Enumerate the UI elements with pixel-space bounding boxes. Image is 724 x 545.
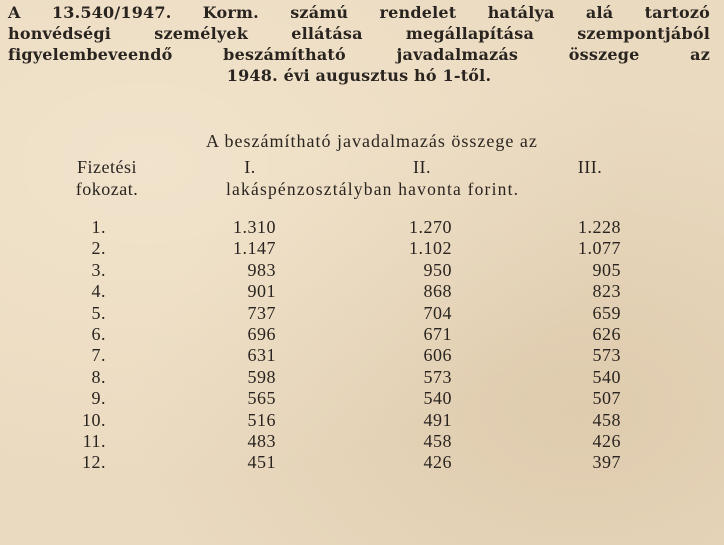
amount-cell-class-1: 483 bbox=[247, 431, 276, 451]
rank-cell: 5. bbox=[91, 302, 106, 323]
amount-cell-class-1: 516 bbox=[247, 409, 276, 430]
amount-cell-class-1: 696 bbox=[247, 324, 276, 344]
rank-cell: 4. bbox=[91, 281, 106, 302]
rank-cell: 6. bbox=[91, 324, 106, 344]
amount-cell-class-3: 1.228 bbox=[578, 217, 621, 237]
rank-cell: 7. bbox=[91, 345, 106, 366]
amount-cell-class-1: 983 bbox=[247, 259, 276, 280]
heading-line: figyelembeveendő beszámítható javadalmazás összege az bbox=[8, 45, 710, 64]
amount-cell-class-3: 426 bbox=[592, 431, 621, 451]
amount-cell-class-2: 426 bbox=[423, 452, 452, 473]
amount-cell-class-3: 540 bbox=[592, 366, 621, 387]
heading-line: honvédségi személyek ellátása megállapítása szempontjából bbox=[8, 24, 710, 43]
amount-cell-class-2: 573 bbox=[423, 366, 452, 387]
amount-cell-class-2: 950 bbox=[423, 259, 452, 280]
amount-cell-class-3: 397 bbox=[592, 452, 621, 473]
table-subheading: lakáspénzosztályban havonta forint. bbox=[226, 179, 520, 199]
rank-cell: 12. bbox=[82, 452, 106, 473]
amount-cell-class-1: 598 bbox=[247, 366, 276, 387]
heading-line: A 13.540/1947. Korm. számú rendelet hatálya alá tartozó bbox=[8, 3, 710, 22]
amount-cell-class-3: 626 bbox=[592, 324, 621, 344]
amount-cell-class-1: 737 bbox=[247, 302, 276, 323]
class-label-1: I. bbox=[244, 157, 256, 177]
rank-cell: 11. bbox=[82, 431, 106, 451]
rank-cell: 9. bbox=[91, 388, 106, 409]
amount-cell-class-1: 901 bbox=[247, 281, 276, 302]
amount-cell-class-2: 458 bbox=[423, 431, 452, 451]
class-label-3: III. bbox=[577, 157, 603, 177]
amount-cell-class-1: 565 bbox=[247, 388, 276, 409]
rank-header: Fizetési bbox=[77, 157, 137, 177]
table-supertitle: A beszámítható javadalmazás összege az bbox=[206, 131, 538, 151]
amount-cell-class-3: 823 bbox=[592, 281, 621, 302]
amount-cell-class-3: 1.077 bbox=[578, 238, 621, 259]
amount-cell-class-1: 1.310 bbox=[233, 217, 276, 237]
amount-cell-class-2: 1.270 bbox=[409, 217, 452, 237]
amount-cell-class-2: 671 bbox=[423, 324, 452, 344]
amount-cell-class-3: 573 bbox=[592, 345, 621, 366]
rank-cell: 1. bbox=[91, 217, 106, 237]
amount-cell-class-3: 659 bbox=[592, 302, 621, 323]
heading-line: 1948. évi augusztus hó 1-től. bbox=[226, 66, 492, 85]
amount-cell-class-2: 540 bbox=[423, 388, 452, 409]
amount-cell-class-3: 507 bbox=[592, 388, 621, 409]
amount-cell-class-2: 1.102 bbox=[409, 238, 452, 259]
rank-cell: 2. bbox=[91, 238, 106, 259]
amount-cell-class-2: 491 bbox=[423, 409, 452, 430]
rank-cell: 10. bbox=[82, 409, 106, 430]
rank-cell: 3. bbox=[91, 259, 106, 280]
amount-cell-class-2: 704 bbox=[423, 302, 452, 323]
rank-cell: 8. bbox=[91, 366, 106, 387]
amount-cell-class-1: 1.147 bbox=[233, 238, 276, 259]
amount-cell-class-3: 458 bbox=[592, 409, 621, 430]
amount-cell-class-1: 451 bbox=[247, 452, 276, 473]
amount-cell-class-3: 905 bbox=[592, 259, 621, 280]
rank-header-sub: fokozat. bbox=[75, 179, 139, 199]
class-label-2: II. bbox=[413, 157, 431, 177]
amount-cell-class-2: 606 bbox=[423, 345, 452, 366]
amount-cell-class-2: 868 bbox=[423, 281, 452, 302]
amount-cell-class-1: 631 bbox=[247, 345, 276, 366]
